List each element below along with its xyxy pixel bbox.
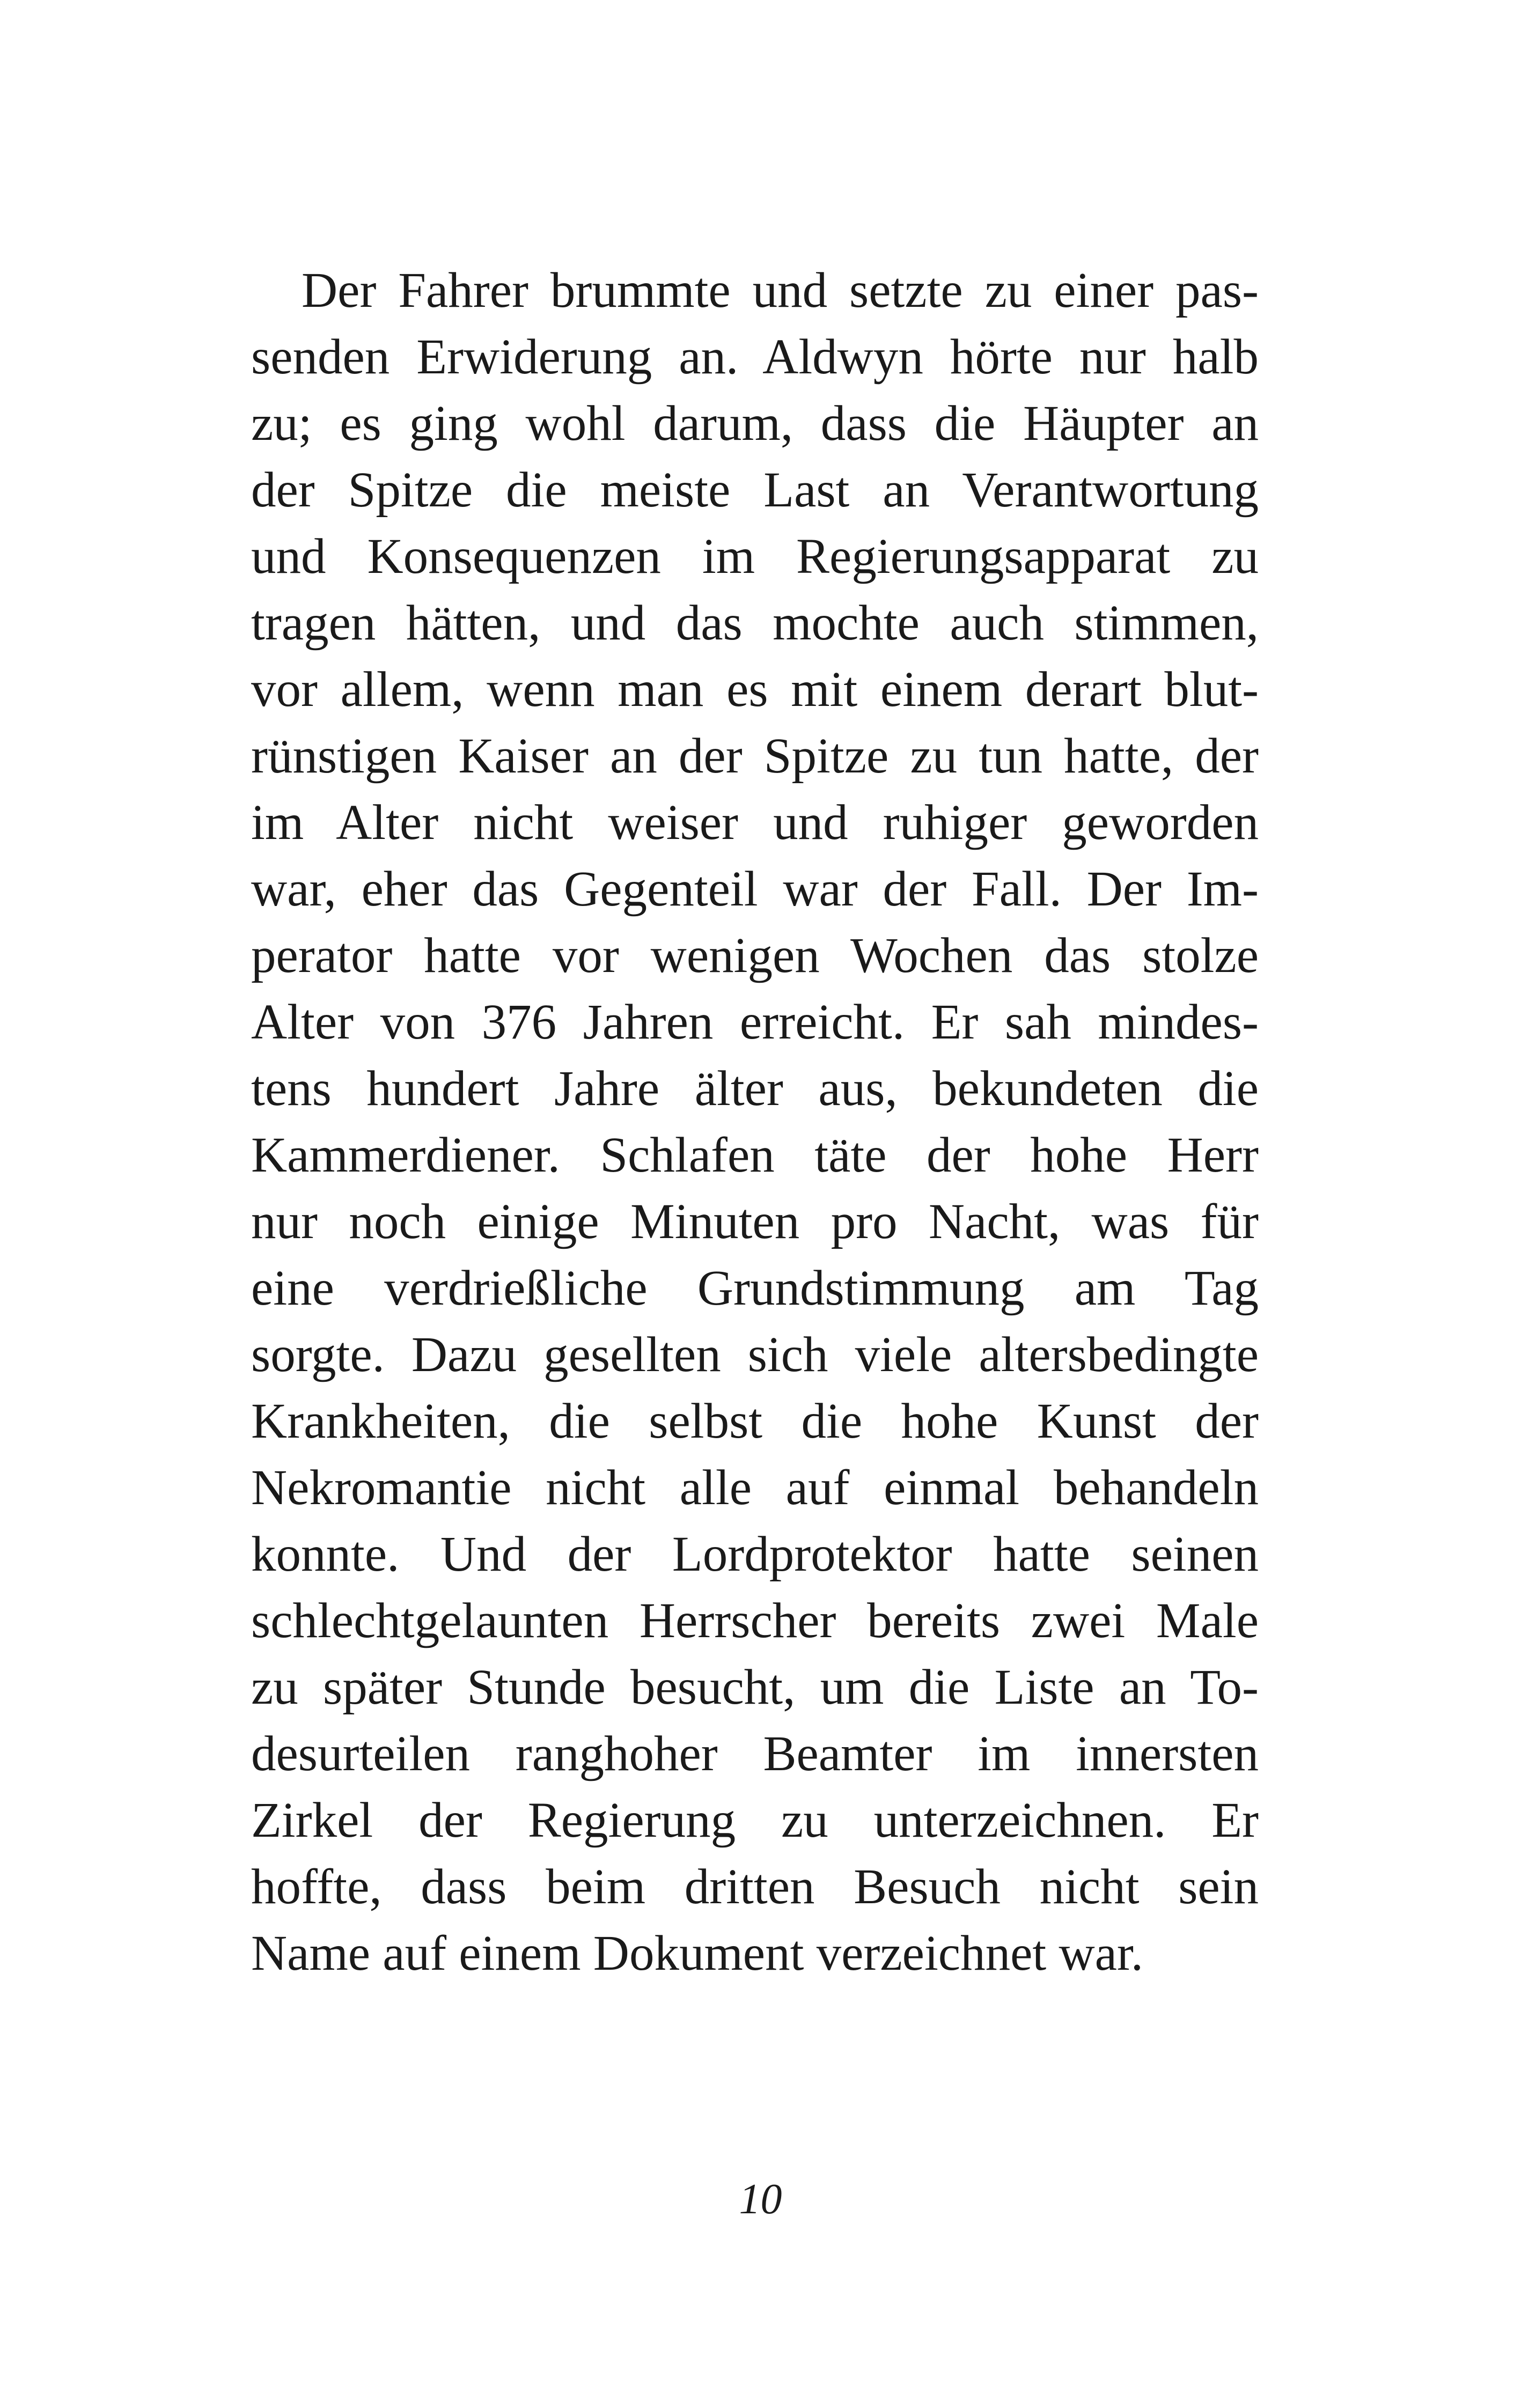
paragraph-line: vor allem, wenn man es mit einem derart blut-: [251, 662, 1259, 717]
paragraph-line: tragen hätten, und das mochte auch stimmen,: [251, 595, 1259, 651]
paragraph-line: senden Erwiderung an. Aldwyn hörte nur halb: [251, 329, 1259, 385]
paragraph-line: hoffte, dass beim dritten Besuch nicht sein: [251, 1859, 1259, 1914]
paragraph-line: desurteilen ranghoher Beamter im innersten: [251, 1726, 1259, 1781]
paragraph-line: konnte. Und der Lordprotektor hatte seinen: [251, 1527, 1259, 1582]
paragraph-line: nur noch einige Minuten pro Nacht, was für: [251, 1194, 1259, 1249]
paragraph-line: zu später Stunde besucht, um die Liste an To-: [251, 1660, 1259, 1715]
paragraph-line: tens hundert Jahre älter aus, bekundeten die: [251, 1061, 1259, 1116]
paragraph-line: rünstigen Kaiser an der Spitze zu tun hatte, der: [251, 728, 1259, 784]
paragraph-line: schlechtgelaunten Herrscher bereits zwei Male: [251, 1593, 1259, 1648]
paragraph-line: war, eher das Gegenteil war der Fall. Der Im-: [251, 861, 1259, 917]
paragraph-line: im Alter nicht weiser und ruhiger geworden: [251, 795, 1259, 850]
paragraph-line: Zirkel der Regierung zu unterzeichnen. Er: [251, 1793, 1259, 1848]
paragraph-line: der Spitze die meiste Last an Verantwortung: [251, 462, 1259, 518]
paragraph-line: Name auf einem Dokument verzeichnet war.: [251, 1926, 1143, 1981]
page-number: 10: [739, 2176, 782, 2223]
paragraph-line: Der Fahrer brummte und setzte zu einer pas-: [302, 263, 1259, 318]
paragraph-line: Krankheiten, die selbst die hohe Kunst der: [251, 1394, 1259, 1449]
paragraph-line: sorgte. Dazu gesellten sich viele altersbedingte: [251, 1327, 1259, 1382]
paragraph-line: und Konsequenzen im Regierungsapparat zu: [251, 529, 1259, 584]
paragraph-line: perator hatte vor wenigen Wochen das stolze: [251, 928, 1259, 983]
paragraph-line: eine verdrießliche Grundstimmung am Tag: [251, 1261, 1259, 1316]
paragraph-line: Nekromantie nicht alle auf einmal behandeln: [251, 1460, 1259, 1515]
body-paragraph: [251, 257, 1259, 1987]
paragraph-line: zu; es ging wohl darum, dass die Häupter an: [251, 396, 1259, 451]
paragraph-line: Kammerdiener. Schlafen täte der hohe Herr: [251, 1128, 1259, 1183]
paragraph-line: Alter von 376 Jahren erreicht. Er sah mindes-: [251, 995, 1259, 1050]
